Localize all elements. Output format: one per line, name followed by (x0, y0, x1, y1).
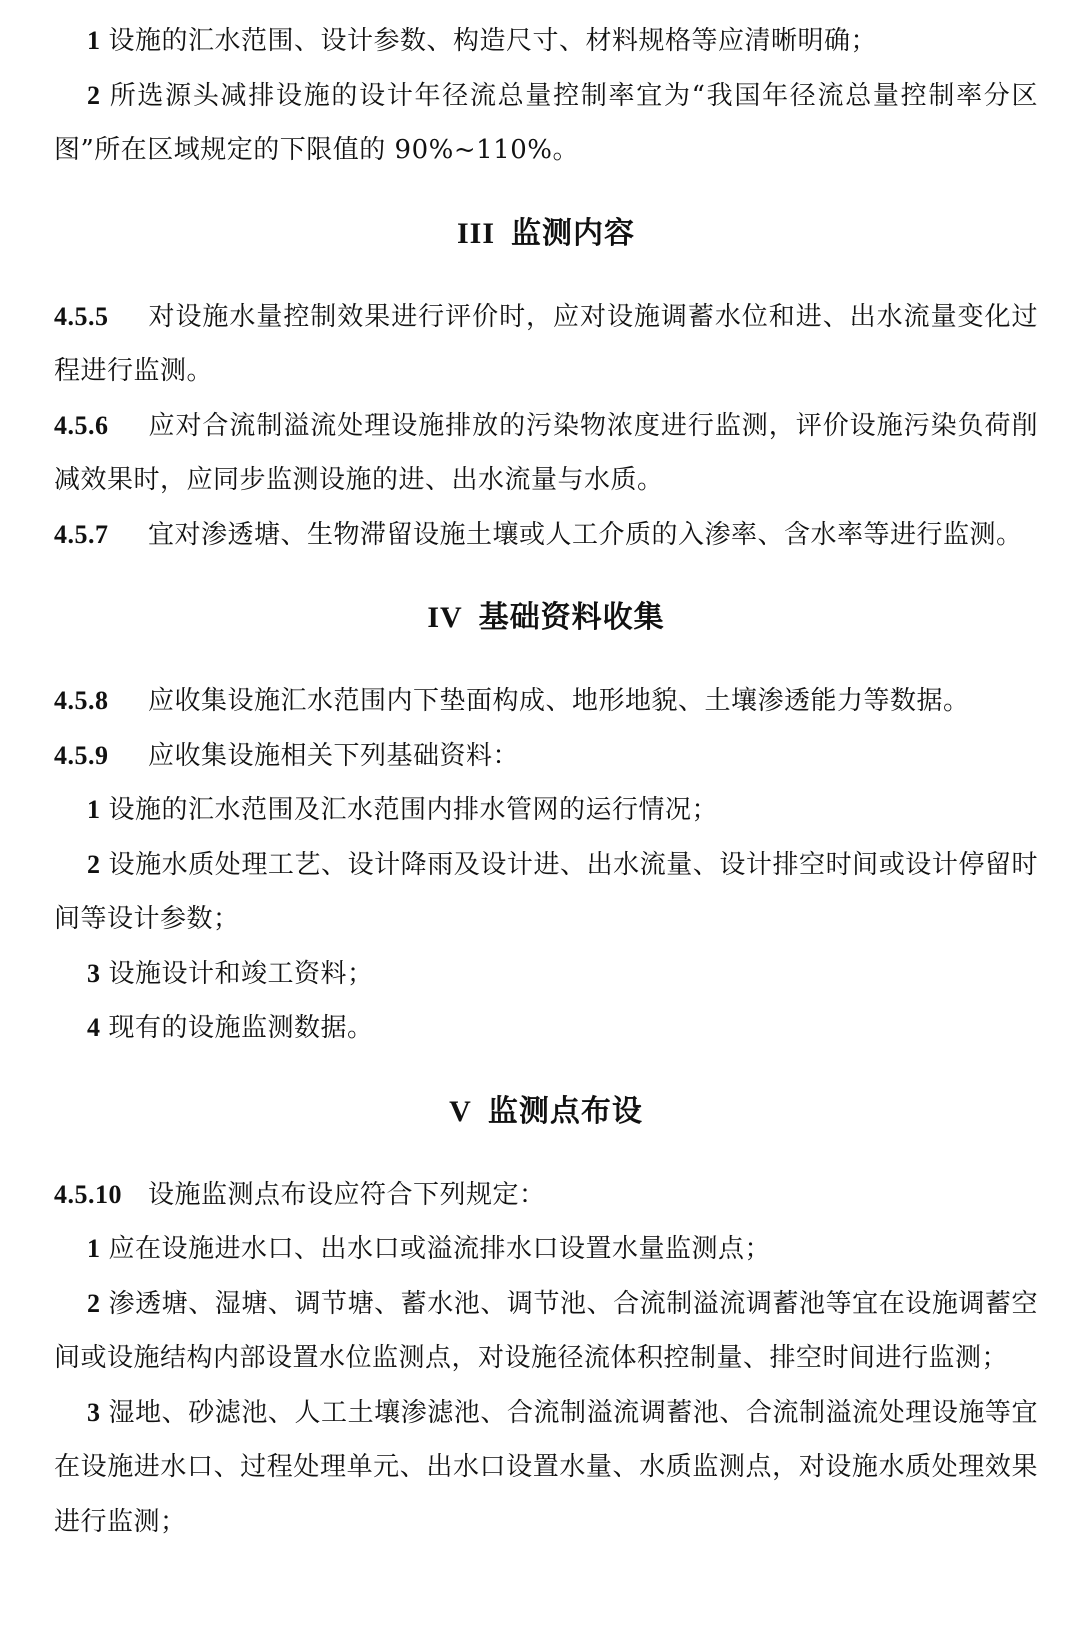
list-item (54, 1001, 1038, 1056)
item-text: 湿地、砂滤池、人工土壤渗滤池、合流制溢流调蓄池、合流制溢流处理设施等宜在设施进水口、过程处理单元、出水口设置水量、水质监测点，对设施水质处理效果进行监测； (54, 1397, 1038, 1537)
item-text: 所选源头减排设施的设计年径流总量控制率宜为“我国年径流总量控制率分区图”所在区域规定的下限值的 90%~110%。 (54, 80, 1038, 165)
clause-number: 4.5.7 (54, 519, 109, 549)
clause-number: 4.5.8 (54, 686, 109, 715)
list-item (54, 1277, 1038, 1386)
list-item (54, 1386, 1038, 1550)
clause-text: 应对合流制溢流处理设施排放的污染物浓度进行监测，评价设施污染负荷削减效果时，应同步监测设施的进、出水流量与水质。 (54, 410, 1038, 495)
clause-paragraph (54, 508, 1038, 563)
clause-number: 4.5.6 (54, 410, 109, 440)
clause-paragraph (54, 674, 1038, 729)
section-number: IV (427, 601, 463, 634)
item-number: 3 (87, 1397, 101, 1427)
item-number: 2 (87, 80, 101, 110)
item-number: 1 (87, 795, 101, 824)
item-text: 现有的设施监测数据。 (108, 1013, 374, 1043)
item-text: 设施水质处理工艺、设计降雨及设计进、出水流量、设计排空时间或设计停留时间等设计参数； (54, 849, 1038, 934)
clause-paragraph (54, 290, 1038, 399)
list-item (54, 947, 1038, 1002)
section-number: V (449, 1094, 472, 1128)
item-number: 2 (87, 1288, 101, 1318)
section-heading (54, 1092, 1038, 1132)
list-item (54, 69, 1038, 178)
item-text: 渗透塘、湿塘、调节塘、蓄水池、调节池、合流制溢流调蓄池等宜在设施调蓄空间或设施结构内部设置水位监测点，对设施径流体积控制量、排空时间进行监测； (54, 1288, 1038, 1373)
section-heading (54, 214, 1038, 254)
list-item (54, 14, 1038, 69)
clause-paragraph (54, 399, 1038, 508)
item-text: 设施的汇水范围及汇水范围内排水管网的运行情况； (108, 795, 719, 825)
section-title: 基础资料收集 (478, 600, 665, 635)
item-number: 1 (87, 26, 101, 55)
clause-text: 应收集设施汇水范围内下垫面构成、地形地貌、土壤渗透能力等数据。 (148, 686, 970, 716)
clause-number: 4.5.10 (54, 1179, 122, 1209)
list-item (54, 838, 1038, 947)
clause-number: 4.5.5 (54, 301, 109, 331)
clause-number: 4.5.9 (54, 740, 109, 770)
list-item (54, 1222, 1038, 1277)
item-text: 应在设施进水口、出水口或溢流排水口设置水量监测点； (108, 1234, 772, 1264)
clause-text: 设施监测点布设应符合下列规定： (148, 1179, 546, 1210)
section-heading (54, 598, 1038, 638)
clause-paragraph (54, 1168, 1038, 1223)
item-number: 2 (87, 849, 101, 879)
list-item (54, 783, 1038, 838)
item-number: 1 (87, 1234, 101, 1263)
clause-paragraph (54, 729, 1038, 784)
item-number: 4 (87, 1013, 101, 1042)
section-number: III (456, 216, 496, 250)
clause-text: 对设施水量控制效果进行评价时，应对设施调蓄水位和进、出水流量变化过程进行监测。 (54, 301, 1038, 386)
clause-text: 应收集设施相关下列基础资料： (148, 740, 520, 771)
item-text: 设施的汇水范围、设计参数、构造尺寸、材料规格等应清晰明确； (108, 26, 878, 56)
item-number: 3 (87, 958, 101, 988)
item-text: 设施设计和竣工资料； (108, 958, 374, 989)
clause-text: 宜对渗透塘、生物滞留设施土壤或人工介质的入渗率、含水率等进行监测。 (148, 519, 1023, 550)
section-title: 监测点布设 (487, 1093, 643, 1129)
section-title: 监测内容 (511, 215, 636, 251)
